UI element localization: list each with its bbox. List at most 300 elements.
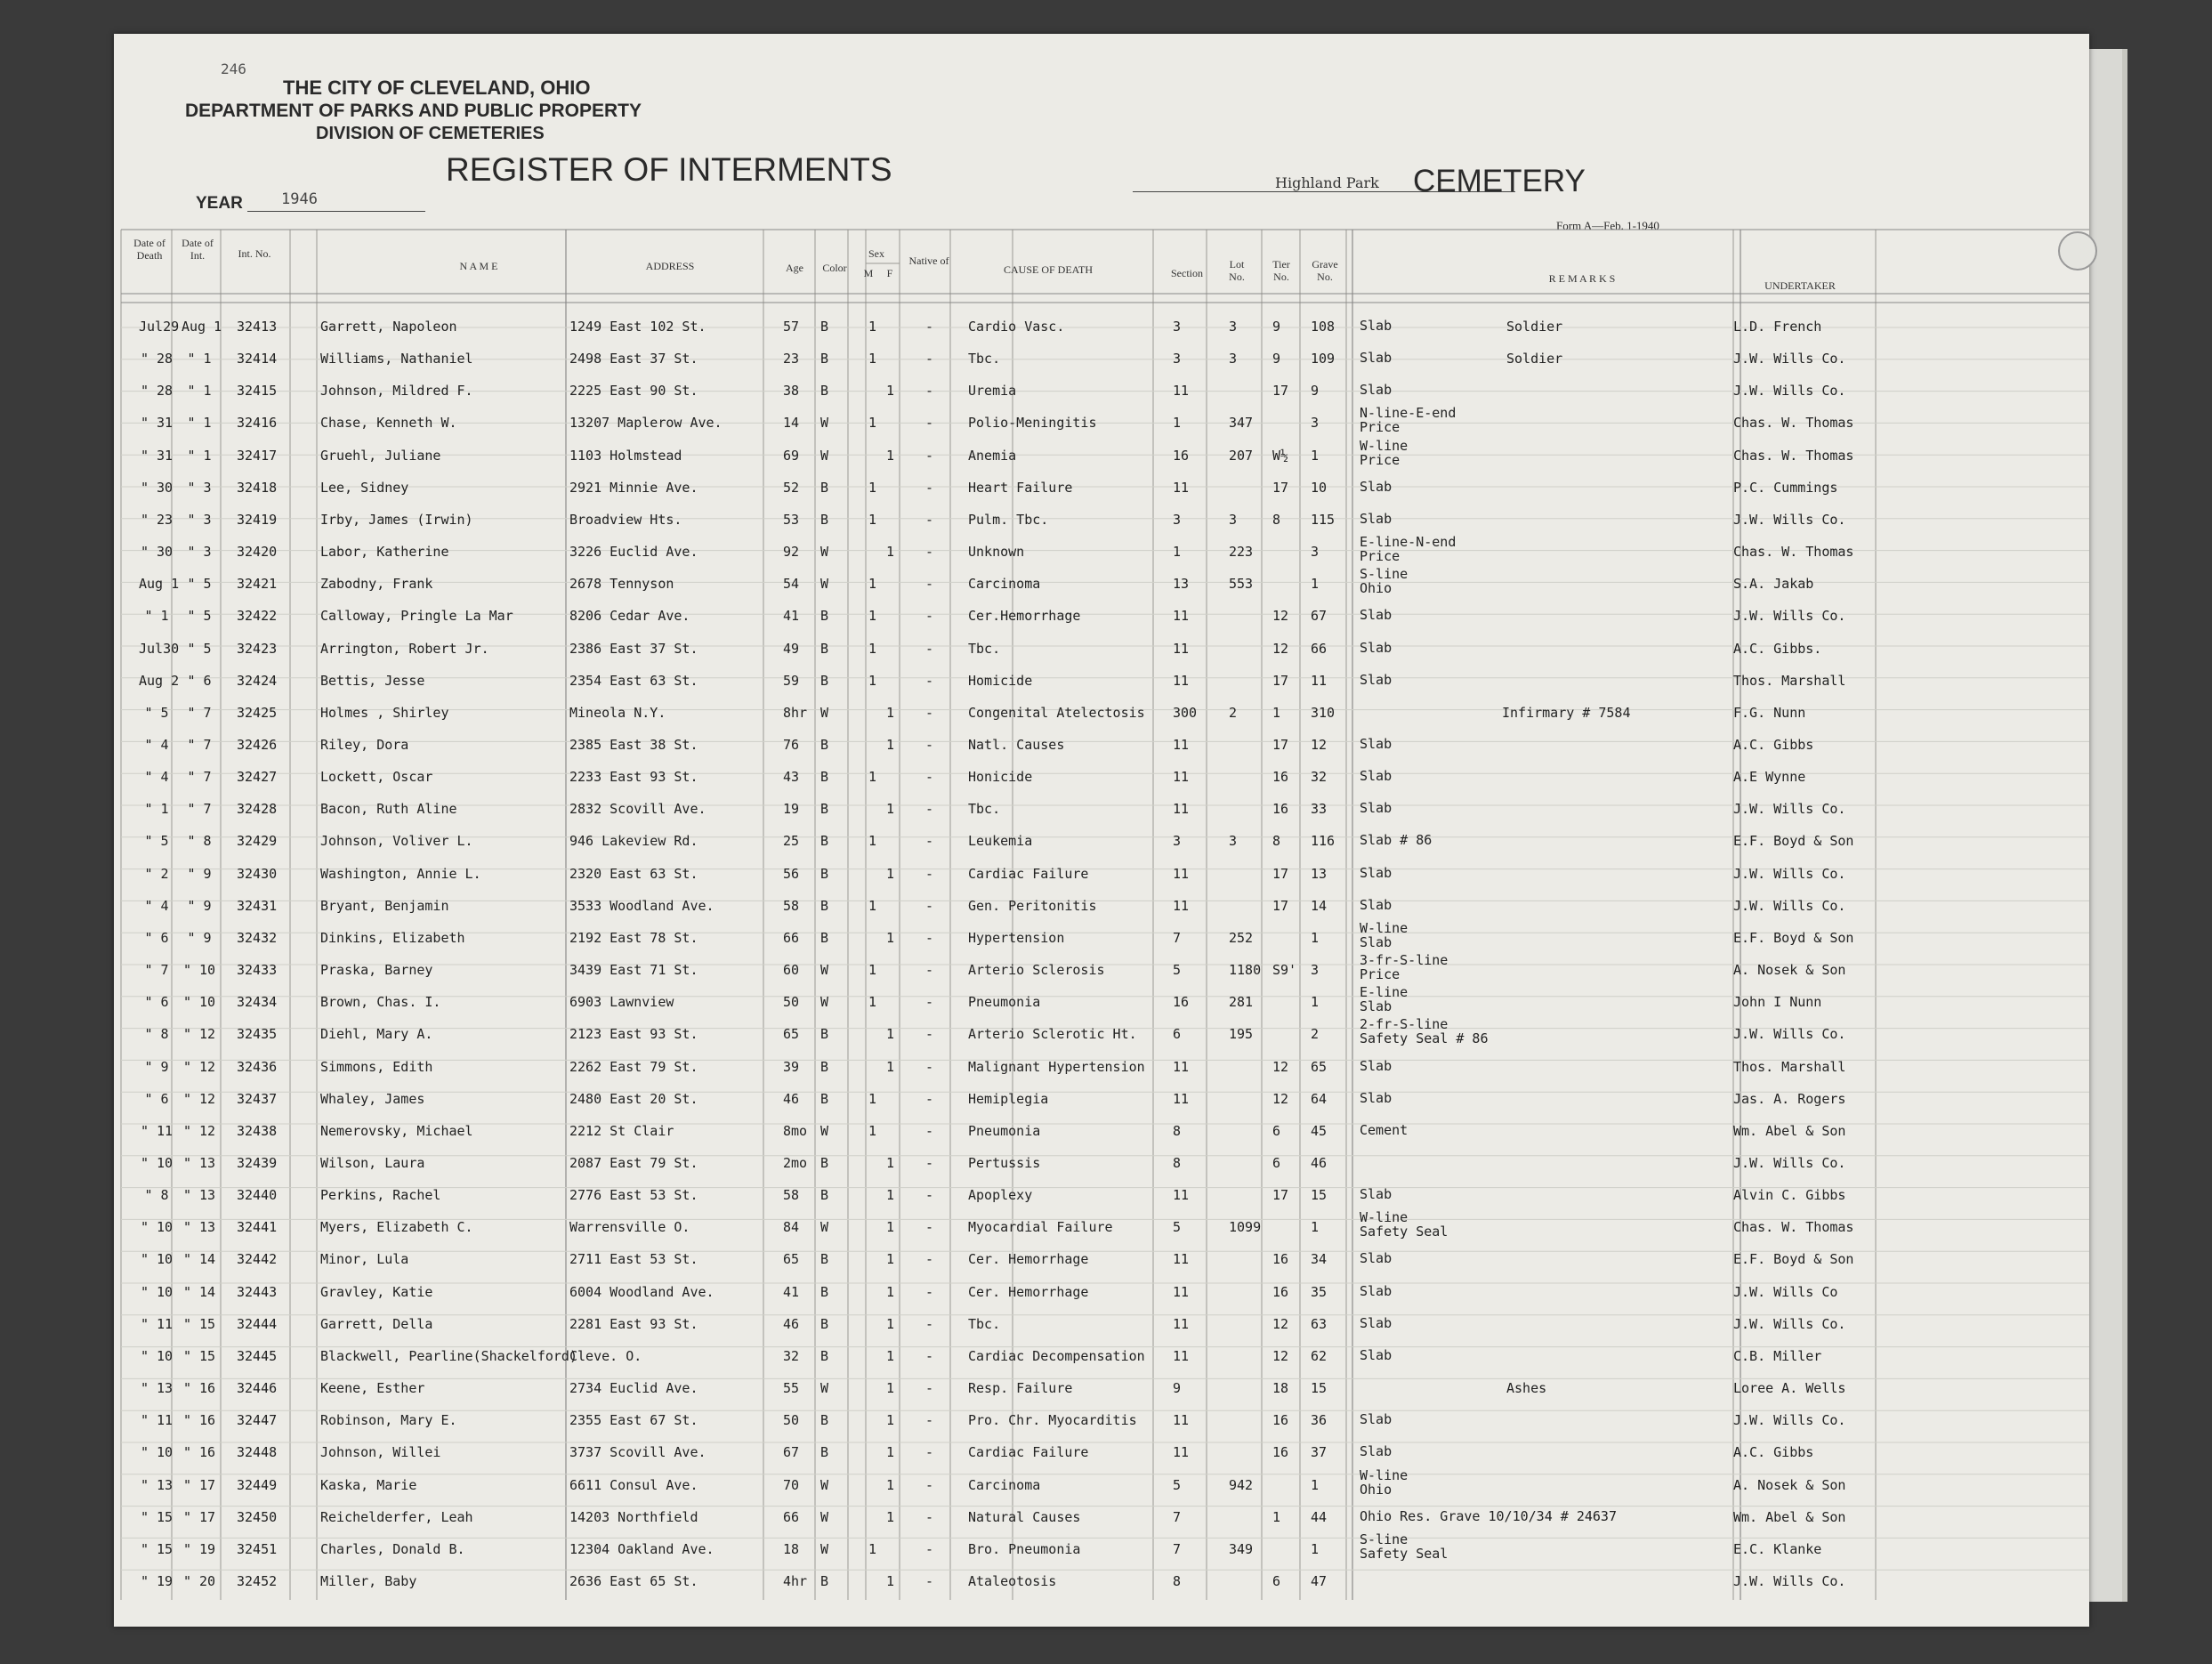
cell-dd: " 8 [144,1187,169,1204]
cell-nat: - [925,1508,934,1525]
cell-addr: 946 Lakeview Rd. [569,833,698,850]
cell-col: W [820,1476,829,1493]
cell-cause: Homicide [968,672,1033,689]
table-row [114,1466,2089,1500]
cell-age: 66 [783,929,800,946]
cell-und: Jas. A. Rogers [1733,1090,1846,1107]
cell-grave: 1 [1311,1219,1320,1236]
cell-addr: 2212 St Clair [569,1122,674,1139]
cell-und: Chas. W. Thomas [1733,544,1854,561]
cell-di: " 1 [187,351,212,368]
cell-tier: 1 [1272,1508,1281,1525]
cell-dd: " 10 [140,1283,174,1300]
remarks-line-1: Slab [1360,1282,1393,1299]
cell-remarks [1360,769,1392,783]
cell-und: A.E Wynne [1733,769,1806,786]
cell-age: 66 [783,1508,800,1525]
cell-cause: Natural Causes [968,1508,1081,1525]
cell-di: " 10 [182,962,216,979]
cell-name: Miller, Baby [320,1573,417,1589]
cell-tier: 17 [1272,672,1289,689]
cell-f: 1 [886,704,895,721]
cell-name: Wilson, Laura [320,1155,425,1171]
cell-nat: - [925,1026,934,1043]
cell-und: J.W. Wills Co. [1733,383,1846,400]
cell-remarks [1360,535,1456,563]
cell-grave: 37 [1311,1444,1328,1461]
cell-di: " 15 [182,1315,216,1332]
table-row [114,641,2089,664]
cell-no: 32436 [237,1058,278,1075]
cell-cause: Carcinoma [968,576,1041,593]
cell-nat: - [925,1347,934,1364]
cell-remarks [1360,1187,1392,1201]
cell-col: B [820,769,829,786]
cell-age: 18 [783,1540,800,1557]
col-tier: Tier No. [1272,258,1290,283]
cell-und: Alvin C. Gibbs [1733,1187,1846,1204]
cell-remarks-note: Infirmary # 7584 [1502,704,1631,721]
cell-addr: 2921 Minnie Ave. [569,479,698,496]
table-row [114,534,2089,567]
cell-tier: 9 [1272,351,1281,368]
cell-col: B [820,640,829,657]
cell-sec: 11 [1173,769,1190,786]
cell-dd: " 19 [140,1573,174,1589]
cell-no: 32448 [237,1444,278,1461]
table-row [114,1059,2089,1082]
cell-cause: Pneumonia [968,1122,1041,1139]
cell-age: 2mo [783,1155,808,1171]
cell-sec: 11 [1173,737,1190,753]
cell-remarks [1360,1017,1489,1046]
cell-nat: - [925,319,934,335]
cell-und: Wm. Abel & Son [1733,1122,1846,1139]
cell-addr: 2832 Scovill Ave. [569,801,706,818]
cell-no: 32419 [237,511,278,528]
cell-m: 1 [868,994,877,1011]
cell-nat: - [925,447,934,464]
cell-m: 1 [868,1122,877,1139]
cell-age: 58 [783,897,800,914]
cell-remarks [1360,1059,1392,1073]
cell-sec: 9 [1173,1380,1182,1397]
cell-name: Garrett, Della [320,1315,433,1332]
table-row [114,1209,2089,1242]
col-color: Color [822,262,847,274]
cell-remarks [1360,608,1392,622]
cell-col: B [820,1347,829,1364]
remarks-line-1: E-line-N-end [1360,534,1457,551]
cell-di: " 7 [187,801,212,818]
cell-di: " 12 [182,1122,216,1139]
cell-dd: " 11 [140,1315,174,1332]
cell-cause: Malignant Hypertension [968,1058,1145,1075]
cell-und: E.F. Boyd & Son [1733,833,1854,850]
remarks-line-1: W-line [1360,1466,1409,1483]
cell-di: " 14 [182,1251,216,1268]
cell-name: Reichelderfer, Leah [320,1508,473,1525]
cell-cause: Carcinoma [968,1476,1041,1493]
cell-col: B [820,1315,829,1332]
cell-cause: Cardiac Failure [968,865,1089,882]
cell-sec: 3 [1173,319,1182,335]
cell-f: 1 [886,1315,895,1332]
cell-m: 1 [868,415,877,432]
table-row [114,383,2089,406]
cell-col: B [820,801,829,818]
cell-addr: 8206 Cedar Ave. [569,608,690,625]
cell-und: J.W. Wills Co. [1733,897,1846,914]
cell-di: " 9 [187,897,212,914]
cell-addr: 2354 East 63 St. [569,672,698,689]
cell-addr: Cleve. O. [569,1347,642,1364]
cell-name: Charles, Donald B. [320,1540,465,1557]
cell-addr: 3533 Woodland Ave. [569,897,714,914]
cell-m: 1 [868,1090,877,1107]
cell-tier: 1 [1272,704,1281,721]
cell-lot: 347 [1229,415,1254,432]
remarks-line-1: Slab [1360,1346,1393,1363]
cell-und: Wm. Abel & Son [1733,1508,1846,1525]
cell-f: 1 [886,801,895,818]
cell-f: 1 [886,1412,895,1429]
cell-di: " 10 [182,994,216,1011]
cell-f: 1 [886,1347,895,1364]
cell-grave: 109 [1311,351,1336,368]
remarks-line-1: Slab [1360,510,1393,527]
cell-f: 1 [886,737,895,753]
cell-col: B [820,1412,829,1429]
cell-remarks [1360,480,1392,494]
cell-nat: - [925,351,934,368]
cell-di: " 5 [187,576,212,593]
cell-remarks [1360,953,1448,981]
cell-dd: " 4 [144,897,169,914]
cell-und: J.W. Wills Co. [1733,1155,1846,1171]
cell-age: 14 [783,415,800,432]
cell-sec: 1 [1173,544,1182,561]
cell-tier: 12 [1272,1058,1289,1075]
cell-und: A.C. Gibbs [1733,1444,1814,1461]
cell-addr: 6611 Consul Ave. [569,1476,698,1493]
cell-f: 1 [886,1508,895,1525]
table-row [114,898,2089,921]
cell-nat: - [925,383,934,400]
col-grave: Grave No. [1312,258,1338,283]
cell-m: 1 [868,962,877,979]
cell-dd: " 4 [144,769,169,786]
remarks-line-1: Slab [1360,736,1393,752]
cell-col: B [820,511,829,528]
cell-no: 32415 [237,383,278,400]
cell-remarks [1360,1412,1392,1426]
cell-nat: - [925,511,934,528]
col-sex: Sex [868,247,884,260]
col-date-int: Date of Int. [182,237,214,262]
remarks-line-1: Cement [1360,1121,1409,1138]
cell-addr: 6004 Woodland Ave. [569,1283,714,1300]
cell-age: 50 [783,994,800,1011]
cell-col: B [820,479,829,496]
table-row [114,351,2089,374]
cell-col: B [820,1155,829,1171]
cell-remarks [1360,319,1392,333]
table-row [114,1531,2089,1564]
cell-cause: Cer.Hemorrhage [968,608,1081,625]
cell-cause: Arterio Sclerosis [968,962,1105,979]
year-value: 1946 [281,190,318,208]
cell-und: Loree A. Wells [1733,1380,1846,1397]
cell-nat: - [925,929,934,946]
cell-dd: " 10 [140,1251,174,1268]
remarks-line-2: Safety Seal # 86 [1360,1030,1489,1047]
cell-m: 1 [868,1540,877,1557]
remarks-line-1: 3-fr-S-line [1360,952,1449,969]
cell-col: B [820,737,829,753]
cell-sec: 11 [1173,1347,1190,1364]
cell-dd: " 31 [140,447,174,464]
cell-no: 32447 [237,1412,278,1429]
cell-no: 32413 [237,319,278,335]
cemetery-label: CEMETERY [1413,164,1586,198]
cell-grave: 62 [1311,1347,1328,1364]
cell-no: 32437 [237,1090,278,1107]
cell-col: W [820,962,829,979]
cell-age: 41 [783,608,800,625]
cell-name: Riley, Dora [320,737,409,753]
cell-sec: 11 [1173,1444,1190,1461]
cell-tier: 16 [1272,769,1289,786]
table-row [114,1187,2089,1210]
cell-dd: " 13 [140,1476,174,1493]
cell-addr: 6903 Lawnview [569,994,674,1011]
cell-remarks [1360,439,1408,467]
cell-addr: 2636 East 65 St. [569,1573,698,1589]
cell-lot: 942 [1229,1476,1254,1493]
table-row [114,1509,2089,1532]
cell-age: 59 [783,672,800,689]
cell-cause: Tbc. [968,351,1001,368]
cell-no: 32432 [237,929,278,946]
cell-age: 50 [783,1412,800,1429]
cell-addr: 3226 Euclid Ave. [569,544,698,561]
cell-col: W [820,447,829,464]
table-row [114,952,2089,985]
cell-col: W [820,1219,829,1236]
cell-m: 1 [868,672,877,689]
cell-remarks [1360,1123,1408,1137]
cell-col: B [820,1187,829,1204]
cell-f: 1 [886,1283,895,1300]
cell-age: 53 [783,511,800,528]
cell-grave: 1 [1311,576,1320,593]
cell-addr: 2192 East 78 St. [569,929,698,946]
cell-cause: Tbc. [968,640,1001,657]
cell-age: 92 [783,544,800,561]
cell-und: E.F. Boyd & Son [1733,1251,1854,1268]
table-row [114,608,2089,631]
remarks-line-1: Slab [1360,478,1393,495]
cell-grave: 115 [1311,511,1336,528]
cell-dd: " 6 [144,1090,169,1107]
cell-col: B [820,383,829,400]
register-page [114,34,2089,1627]
cell-age: 49 [783,640,800,657]
cell-grave: 63 [1311,1315,1328,1332]
cell-nat: - [925,1476,934,1493]
division-heading: DIVISION OF CEMETERIES [316,124,545,143]
cell-sec: 11 [1173,1251,1190,1268]
cell-age: 84 [783,1219,800,1236]
cell-sec: 6 [1173,1026,1182,1043]
cell-dd: " 7 [144,962,169,979]
cell-remarks [1360,1251,1392,1265]
cell-addr: 2281 East 93 St. [569,1315,698,1332]
cell-tier: 16 [1272,1251,1289,1268]
cell-cause: Polio-Meningitis [968,415,1097,432]
remarks-line-1: Slab [1360,1314,1393,1331]
cell-tier: 12 [1272,640,1289,657]
cell-nat: - [925,479,934,496]
col-name: N A M E [459,260,498,272]
cell-dd: " 8 [144,1026,169,1043]
cell-sec: 11 [1173,1283,1190,1300]
table-row [114,1380,2089,1403]
remarks-line-1: Slab [1360,671,1393,688]
cell-dd: " 11 [140,1412,174,1429]
cell-no: 32442 [237,1251,278,1268]
cell-f: 1 [886,1251,895,1268]
cell-remarks [1360,1468,1408,1497]
table-row [114,319,2089,342]
remarks-line-1: Slab # 86 [1360,832,1433,849]
cell-m: 1 [868,769,877,786]
cell-remarks [1360,833,1432,847]
cell-tier: 16 [1272,1283,1289,1300]
cell-addr: 2087 East 79 St. [569,1155,698,1171]
cell-tier: 17 [1272,383,1289,400]
col-undertaker: UNDERTAKER [1764,279,1836,292]
cell-und: J.W. Wills Co. [1733,1573,1846,1589]
cell-dd: " 5 [144,704,169,721]
cell-cause: Honicide [968,769,1033,786]
cell-nat: - [925,608,934,625]
cell-grave: 1 [1311,447,1320,464]
remarks-line-2: Safety Seal [1360,1545,1449,1562]
cell-age: 57 [783,319,800,335]
cell-di: " 3 [187,544,212,561]
col-lot: Lot No. [1229,258,1245,283]
cell-nat: - [925,1315,934,1332]
cell-col: B [820,865,829,882]
cell-sec: 8 [1173,1122,1182,1139]
cell-grave: 1 [1311,1540,1320,1557]
remarks-line-2: Ohio [1360,1481,1393,1498]
cell-und: Chas. W. Thomas [1733,1219,1854,1236]
cell-lot: 3 [1229,351,1238,368]
cell-col: W [820,415,829,432]
cell-tier: 6 [1272,1573,1281,1589]
cell-no: 32429 [237,833,278,850]
cell-und: J.W. Wills Co. [1733,1026,1846,1043]
cell-remarks-note: Soldier [1506,319,1563,335]
cell-lot: 207 [1229,447,1254,464]
cell-addr: Mineola N.Y. [569,704,666,721]
cell-no: 32417 [237,447,278,464]
cell-dd: " 4 [144,737,169,753]
col-sex-f: F [886,267,893,279]
cell-addr: 2123 East 93 St. [569,1026,698,1043]
cell-di: " 20 [182,1573,216,1589]
cell-no: 32451 [237,1540,278,1557]
cell-no: 32414 [237,351,278,368]
cell-nat: - [925,1155,934,1171]
cell-nat: - [925,1219,934,1236]
cell-addr: 2734 Euclid Ave. [569,1380,698,1397]
cell-und: E.F. Boyd & Son [1733,929,1854,946]
cell-remarks [1360,673,1392,687]
cell-f: 1 [886,1026,895,1043]
cell-grave: 32 [1311,769,1328,786]
table-row [114,919,2089,953]
cell-no: 32438 [237,1122,278,1139]
cell-grave: 66 [1311,640,1328,657]
cell-addr: 2776 East 53 St. [569,1187,698,1204]
cell-dd: " 13 [140,1380,174,1397]
cell-addr: Warrensville O. [569,1219,690,1236]
remarks-line-1: Slab [1360,607,1393,624]
cell-di: " 1 [187,447,212,464]
cell-col: W [820,704,829,721]
cell-grave: 13 [1311,865,1328,882]
cell-cause: Hypertension [968,929,1065,946]
cell-age: 8mo [783,1122,808,1139]
cell-tier: 12 [1272,1090,1289,1107]
cell-grave: 44 [1311,1508,1328,1525]
col-cause: CAUSE OF DEATH [1003,263,1093,276]
cell-addr: 2480 East 20 St. [569,1090,698,1107]
cell-dd: " 30 [140,479,174,496]
cell-age: 65 [783,1026,800,1043]
cell-und: Thos. Marshall [1733,1058,1846,1075]
remarks-line-2: Price [1360,966,1401,983]
cell-dd: " 15 [140,1508,174,1525]
cell-name: Holmes , Shirley [320,704,449,721]
remarks-line-2: Slab [1360,998,1393,1015]
page-number: 246 [221,61,246,77]
table-row [114,769,2089,792]
cell-und: F.G. Nunn [1733,704,1806,721]
cell-sec: 7 [1173,929,1182,946]
cell-sec: 5 [1173,1476,1182,1493]
cell-cause: Pulm. Tbc. [968,511,1049,528]
table-row [114,1316,2089,1339]
cell-age: 39 [783,1058,800,1075]
cell-und: Chas. W. Thomas [1733,447,1854,464]
cell-und: Thos. Marshall [1733,672,1846,689]
cell-nat: - [925,1090,934,1107]
cell-name: Zabodny, Frank [320,576,433,593]
cell-name: Williams, Nathaniel [320,351,473,368]
cell-no: 32446 [237,1380,278,1397]
table-row [114,705,2089,728]
cell-grave: 47 [1311,1573,1328,1589]
cell-dd: " 1 [144,608,169,625]
table-row [114,566,2089,599]
cell-grave: 2 [1311,1026,1320,1043]
cell-col: B [820,929,829,946]
